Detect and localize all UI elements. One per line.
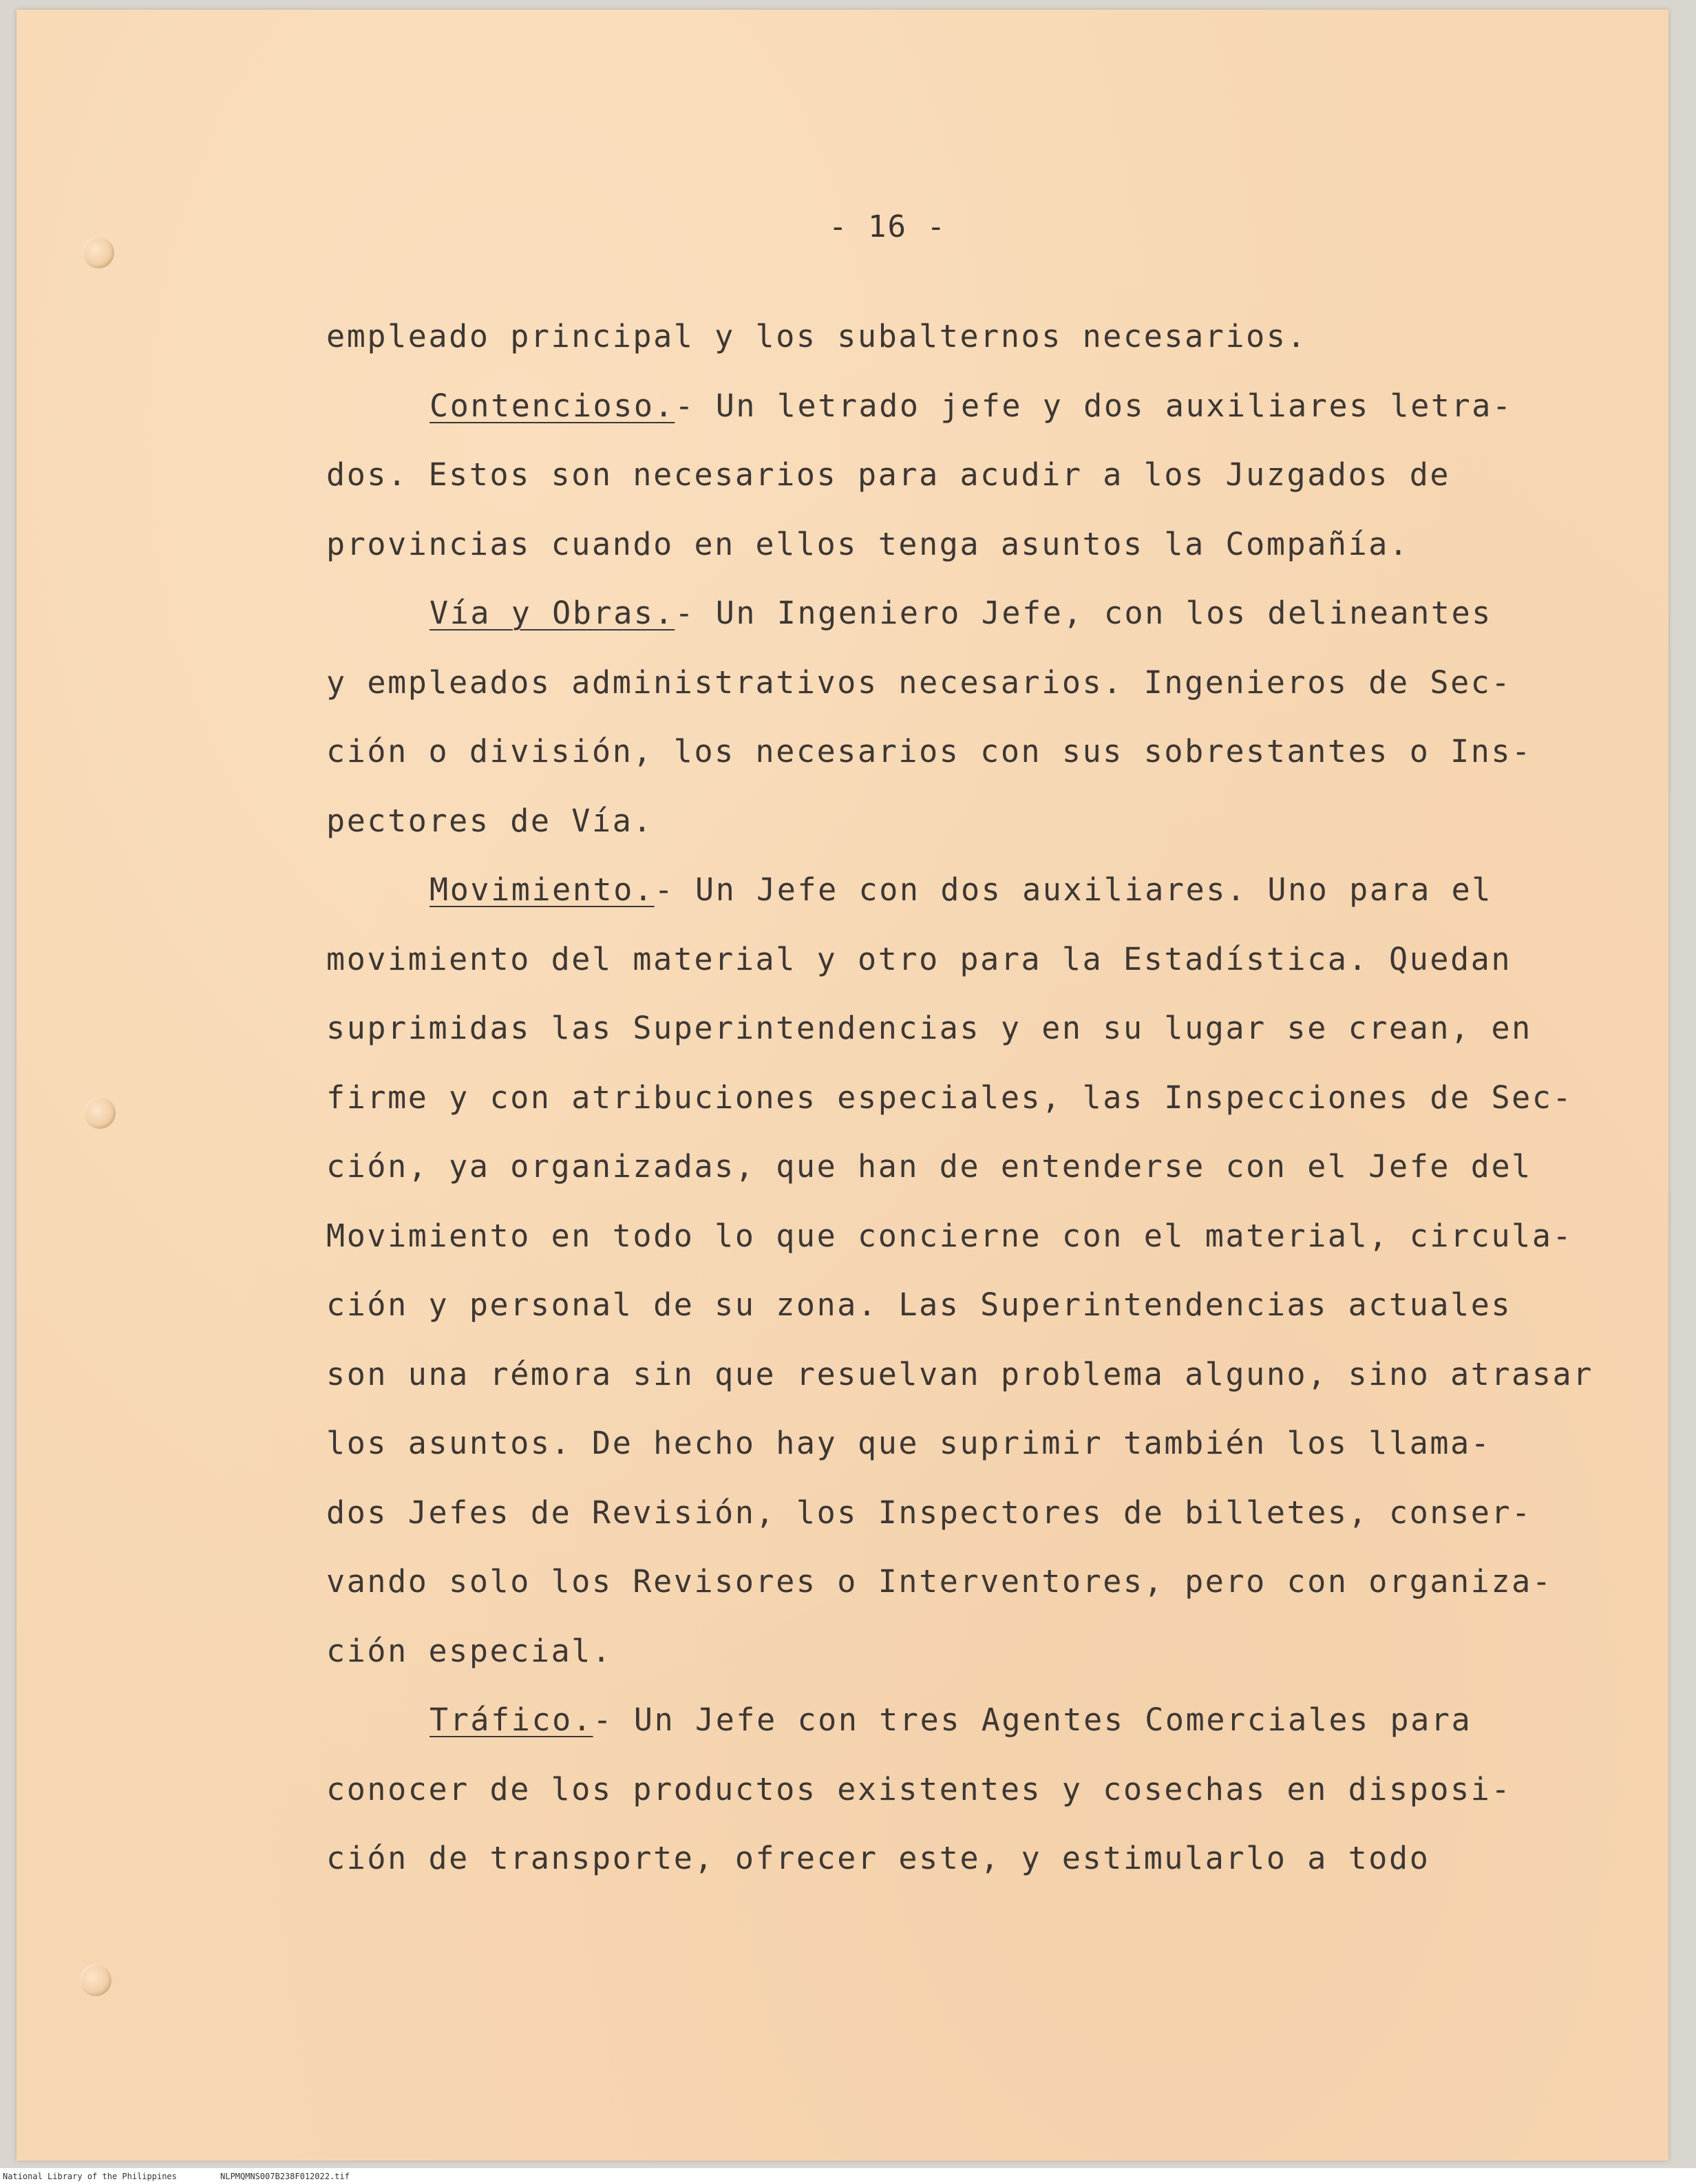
text-line: son una rémora sin que resuelvan problema alguno, sino atrasar [326,1355,1593,1392]
footer-library: National Library of the Philippines [3,2172,177,2181]
text-line: movimiento del material y otro para la Estadística. Quedan [326,940,1512,977]
text-line: suprimidas las Superintendencias y en su lugar se crean, en [326,1010,1532,1046]
document-page [17,10,1668,2161]
section-movimiento: Movimiento.- Un Jefe con dos auxiliares. Uno para el [430,871,1493,908]
text-line: ción o división, los necesarios con sus sobrestantes o Ins- [326,733,1532,770]
text-line: conocer de los productos existentes y cosechas en disposi- [326,1770,1512,1807]
text-line: ción de transporte, ofrecer este, y estimularlo a todo [326,1840,1430,1876]
page-number: - 16 - [829,209,946,244]
body-text [326,302,1634,1894]
text-line: ción y personal de su zona. Las Superintendencias actuales [326,1286,1512,1323]
text-line: firme y con atribuciones especiales, las Inspecciones de Sec- [326,1079,1573,1116]
punch-hole-top [83,237,114,268]
text-line: los asuntos. De hecho hay que suprimir también los llama- [326,1425,1492,1461]
punch-hole-middle [84,1097,116,1129]
footer-file-id: NLPMQMNS007B238F012022.tif [220,2172,350,2181]
text-line: dos. Estos son necesarios para acudir a los Juzgados de [326,456,1451,493]
text-line: pectores de Vía. [326,802,654,839]
text-line: empleado principal y los subalternos necesarios. [326,318,1308,354]
section-heading: Contencioso. [430,387,675,424]
section-via-y-obras: Vía y Obras.- Un Ingeniero Jefe, con los delineantes [430,595,1493,631]
text-line: y empleados administrativos necesarios. Ingenieros de Sec- [326,664,1512,701]
text-line: vando solo los Revisores o Interventores, pero con organiza- [326,1563,1553,1600]
section-contencioso: Contencioso.- Un letrado jefe y dos auxiliares letra- [430,387,1513,424]
section-heading: Movimiento. [430,871,655,908]
punch-hole-bottom [80,1964,112,1996]
text-line: provincias cuando en ellos tenga asuntos la Compañía. [326,525,1410,562]
text-line: dos Jefes de Revisión, los Inspectores de billetes, conser- [326,1494,1532,1531]
section-heading: Tráfico. [430,1701,593,1738]
text-line: ción, ya organizadas, que han de entenderse con el Jefe del [326,1148,1532,1185]
text-line: ción especial. [326,1632,613,1669]
section-heading: Vía y Obras. [430,595,675,631]
section-trafico: Tráfico.- Un Jefe con tres Agentes Comerciales para [430,1701,1472,1738]
text-line: Movimiento en todo lo que concierne con el material, circula- [326,1217,1573,1254]
